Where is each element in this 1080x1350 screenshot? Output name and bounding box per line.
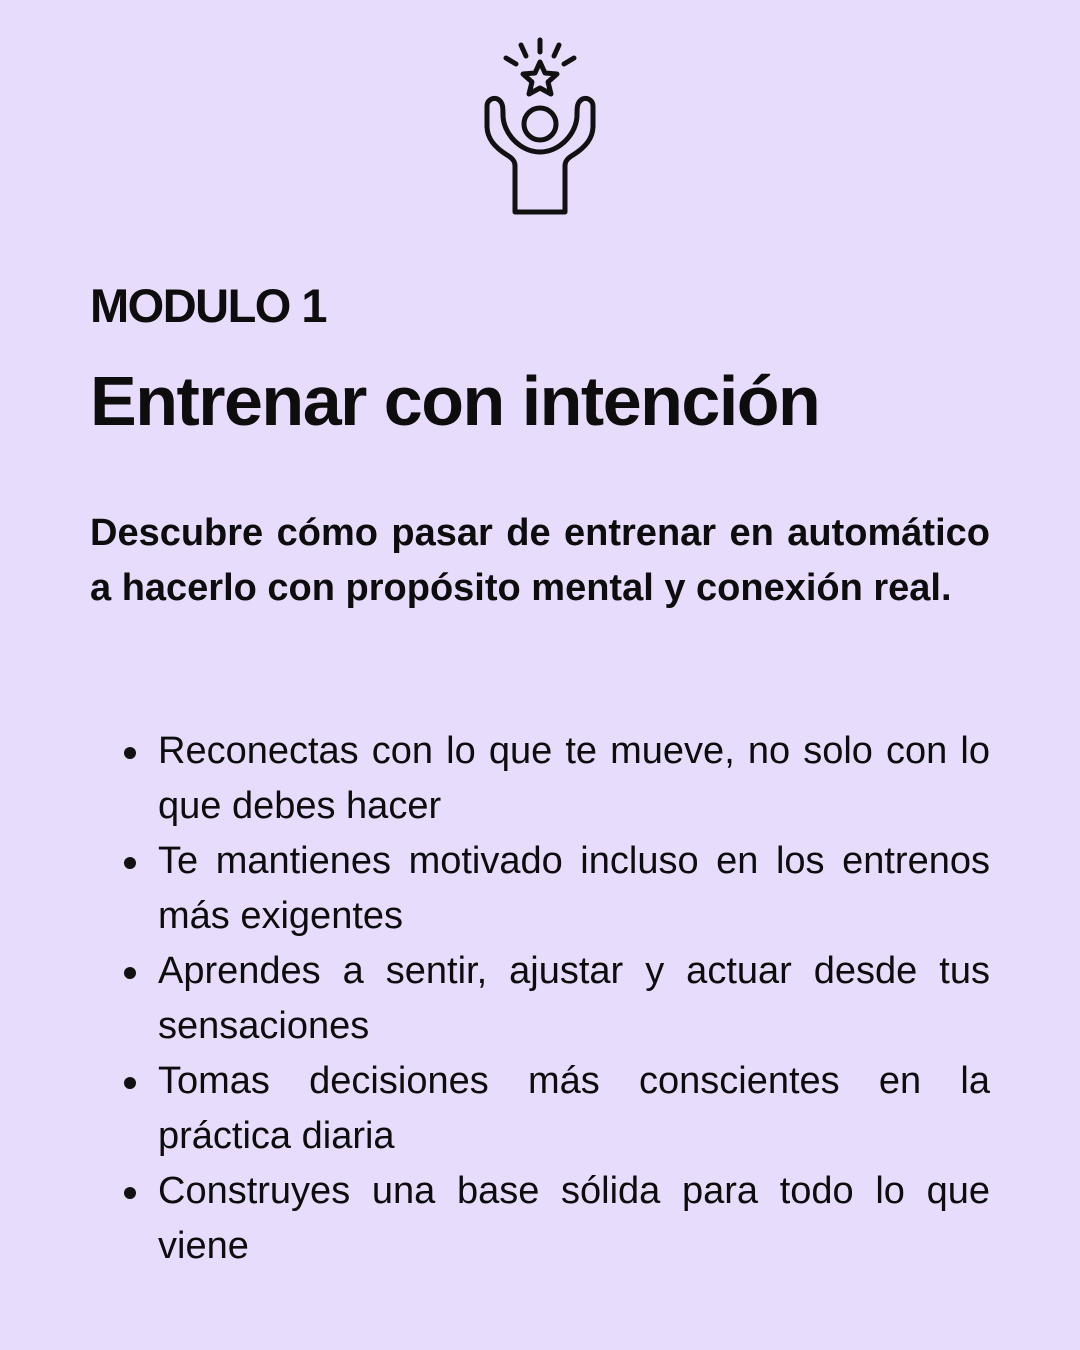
benefit-text: Te mantienes motivado incluso en los entrenos más exigentes xyxy=(158,840,990,937)
module-title: Entrenar con intención xyxy=(90,362,820,440)
list-item xyxy=(158,724,990,834)
benefit-text: Reconectas con lo que te mueve, no solo con lo que debes hacer xyxy=(158,730,990,827)
bullet-icon xyxy=(124,967,136,979)
module-description: Descubre cómo pasar de entrenar en automático a hacerlo con propósito mental y conexión real. xyxy=(90,512,990,609)
bullet-icon xyxy=(124,857,136,869)
benefit-text: Tomas decisiones más conscientes en la práctica diaria xyxy=(158,1060,990,1157)
list-item xyxy=(158,1164,990,1274)
benefit-text: Aprendes a sentir, ajustar y actuar desde tus sensaciones xyxy=(158,950,990,1047)
list-item xyxy=(158,1054,990,1164)
person-raising-arms-star-icon xyxy=(470,30,610,220)
module-label: MODULO 1 xyxy=(90,279,327,332)
bullet-icon xyxy=(124,1187,136,1199)
bullet-icon xyxy=(124,747,136,759)
list-item xyxy=(158,944,990,1054)
list-item xyxy=(158,834,990,944)
benefit-text: Construyes una base sólida para todo lo que viene xyxy=(158,1170,990,1267)
bullet-icon xyxy=(124,1077,136,1089)
benefits-list xyxy=(90,724,990,1274)
